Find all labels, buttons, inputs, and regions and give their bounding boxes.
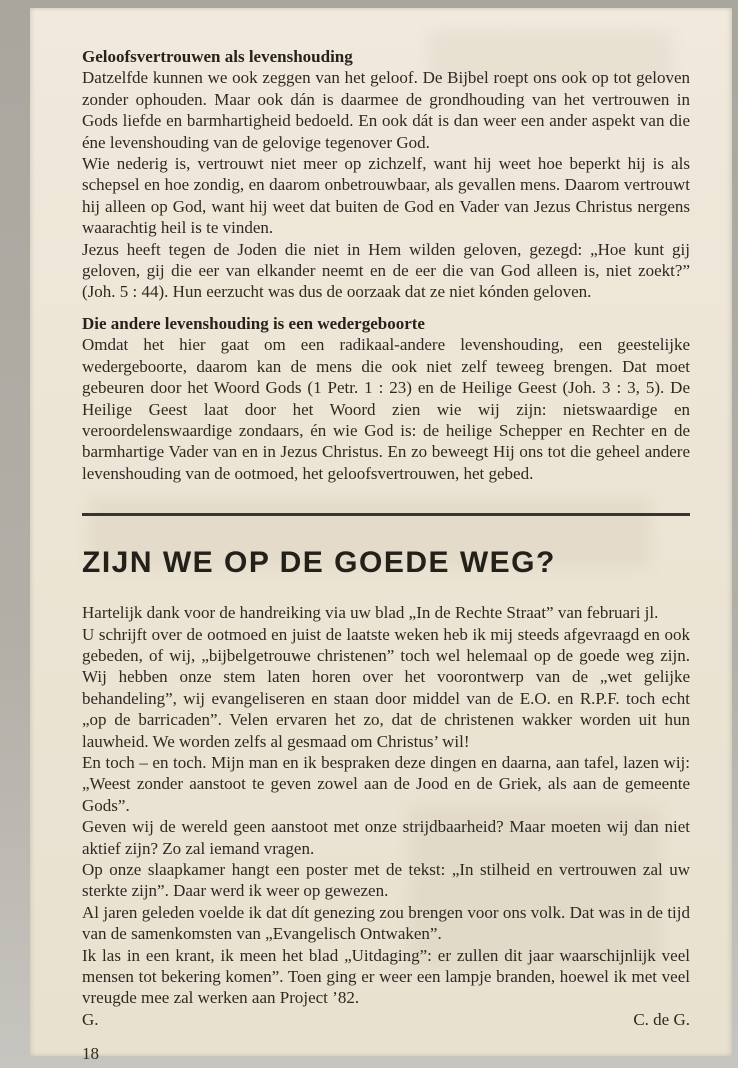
paragraph: U schrijft over de ootmoed en juist de laatste weken heb ik mij steeds afgevraagd en ook gebeden, of wij, „bijbelgetrouwe christenen” toch wel helemaal op de goede weg zijn. Wij hebben onze stem laten horen over het voorontwerp van de „wet gelijke behandeling”, wij evangeliseren en staan door middel van de E.O. en R.P.F. toch echt „op de barricaden”. Velen ervaren het zo, dat de christenen wakker worden uit hun lauwheid. We worden zelfs al gesmaad om Christus’ wil! [82, 624, 690, 751]
paragraph: Jezus heeft tegen de Joden die niet in Hem wilden geloven, gezegd: „Hoe kunt gij geloven, gij die eer van elkander neemt en de eer die van God alleen is, niet zoekt?” (Joh. 5 : 44). Hun eerzucht was dus de oorzaak dat ze niet kónden geloven. [82, 239, 690, 302]
paragraph: Geven wij de wereld geen aanstoot met onze strijdbaarheid? Maar moeten wij dan niet aktief zijn? Zo zal iemand vragen. [82, 817, 690, 858]
paragraph: Wie nederig is, vertrouwt niet meer op zichzelf, want hij weet hoe beperkt hij is als schepsel en hoe zondig, en daarom onbetrouwbaar, als gevallen mens. Daarom vertrouwt hij alleen op God, want hij weet dat buiten de God en Vader van Jezus Christus nergens waarachtig heil is te vinden. [82, 154, 690, 238]
signature-author: C. de G. [633, 1009, 690, 1029]
article-body [82, 602, 690, 1009]
section-geloofsvertrouwen [82, 46, 690, 303]
signature-initials: G. [82, 1009, 99, 1029]
article-title: ZIJN WE OP DE GOEDE WEG? [82, 546, 556, 580]
section-divider [82, 513, 690, 516]
signature-row [82, 1009, 690, 1030]
paragraph: Datzelfde kunnen we ook zeggen van het geloof. De Bijbel roept ons ook op tot geloven zonder ophouden. Maar ook dán is daarmee de grondhouding van het vertrouwen in Gods liefde en barmhartigheid bedoeld. En ook dát is dan weer een ander aspekt van die éne levenshouding van de gelovige tegenover God. [82, 68, 690, 152]
paragraph: Hartelijk dank voor de handreiking via uw blad „In de Rechte Straat” van februari jl. [82, 603, 659, 623]
paragraph: Al jaren geleden voelde ik dat dít genezing zou brengen voor ons volk. Dat was in de tijd van de samenkomsten van „Evangelisch Ontwaken”. [82, 902, 690, 944]
section-heading: Die andere levenshouding is een wedergeboorte [82, 313, 425, 333]
paragraph: Ik las in een krant, ik meen het blad „Uitdaging”: er zullen dit jaar waarschijnlijk veel mensen tot bekering komen”. Toen ging er weer een lampje branden, hoewel ik met veel vreugde mee zal werken aan Project ’82. [82, 945, 690, 1008]
page-content [82, 46, 690, 1065]
page-number: 18 [82, 1044, 99, 1064]
paragraph: Omdat het hier gaat om een radikaal-andere levenshouding, een geestelijke wedergeboorte, daarom kan de mens die ook niet zelf teweeg brengen. Dat moet gebeuren door het Woord Gods (1 Petr. 1 : 23) en de Heilige Geest (Joh. 3 : 3, 5). De Heilige Geest laat door het Woord zien wie wij zijn: nietswaardige en veroordelenswaardige zondaars, én wie God is: de heilige Schepper en Rechter en de barmhartige Vader van en in Jezus Christus. En zo beweegt Hij ons tot die geheel andere levenshouding van de ootmoed, het geloofsvertrouwen, het gebed. [82, 335, 690, 483]
section-heading: Geloofsvertrouwen als levenshouding [82, 47, 353, 66]
paragraph: En toch – en toch. Mijn man en ik bespraken deze dingen en daarna, aan tafel, lazen wij: „Weest zonder aanstoot te geven zowel aan de Jood en de Griek, als aan de gemeente Gods”. [82, 752, 690, 815]
magazine-page [30, 8, 732, 1064]
paragraph: Op onze slaapkamer hangt een poster met de tekst: „In stilheid en vertrouwen zal uw sterkte zijn”. Daar werd ik weer op gewezen. [82, 860, 690, 901]
section-wedergeboorte [82, 313, 690, 484]
